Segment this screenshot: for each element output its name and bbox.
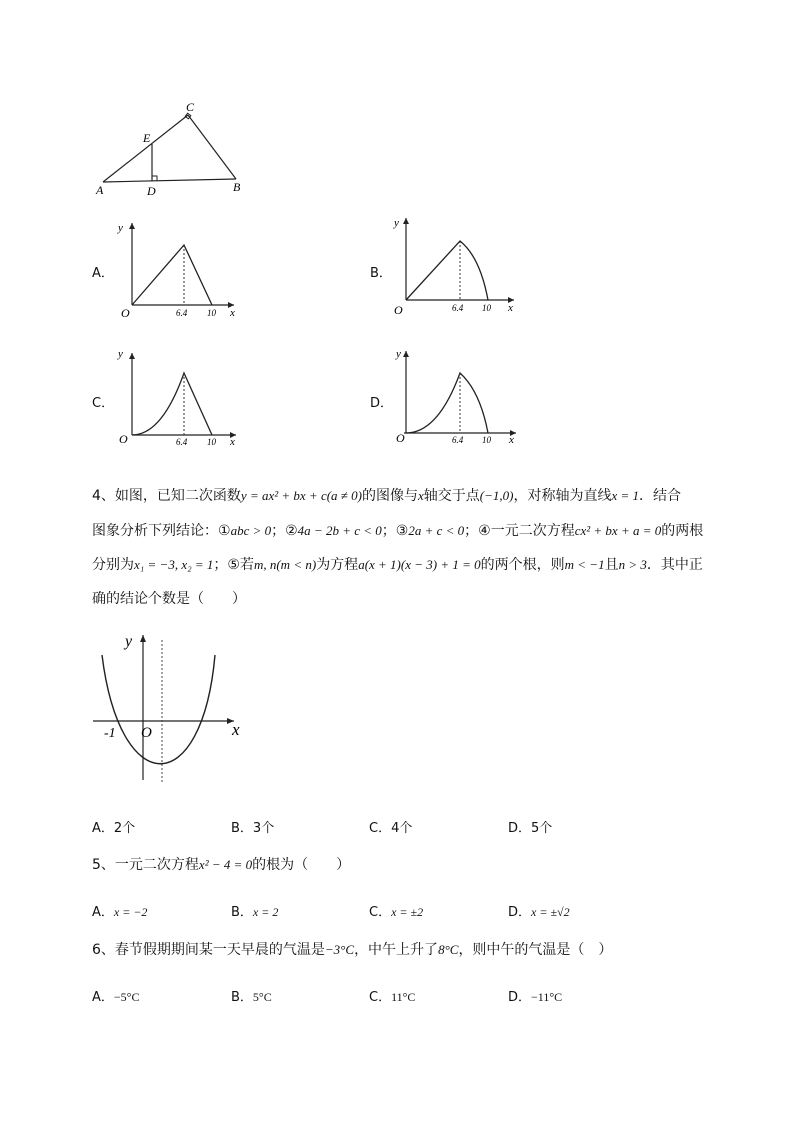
origin-label: O	[121, 306, 130, 320]
y-axis-arrow	[129, 353, 135, 359]
q5-option-d[interactable]: D．x = ±√2	[508, 905, 570, 920]
q4-option-d[interactable]: D．5个	[508, 821, 553, 836]
tick-10: 10	[207, 437, 216, 447]
function-curve	[406, 373, 488, 433]
parabola-graph	[90, 630, 260, 790]
tick-10: 10	[207, 308, 216, 318]
q5-option-b[interactable]: B．x = 2	[231, 905, 279, 920]
label-a: A	[96, 183, 104, 197]
y-axis-arrow	[140, 635, 146, 642]
q4-line-4: 确的结论个数是（ ）	[92, 591, 246, 607]
q5-option-c[interactable]: C．x = ±2	[369, 905, 424, 920]
segment-ac	[103, 115, 188, 182]
x-label: x	[509, 434, 514, 446]
function-curve	[132, 373, 212, 435]
label-c: C	[186, 100, 195, 114]
parabola-curve	[102, 655, 215, 764]
q5-option-a[interactable]: A．x = −2	[92, 905, 148, 920]
label-e: E	[143, 131, 151, 145]
y-axis-arrow	[403, 218, 409, 224]
option-c-label[interactable]: C．	[92, 396, 115, 411]
function-curve	[132, 245, 212, 305]
y-label: y	[125, 633, 133, 650]
q6-stem: 6、春节假期期间某一天早晨的气温是−3°C，中午上升了8°C，则中午的气温是（ ）	[92, 942, 613, 958]
x-label: x	[230, 307, 235, 319]
option-b-label[interactable]: B．	[370, 266, 392, 281]
triangle-figure	[90, 98, 250, 198]
q4-option-b[interactable]: B．3个	[231, 821, 275, 836]
tick-10: 10	[482, 435, 491, 445]
q6-option-d[interactable]: D．−11°C	[508, 990, 563, 1005]
q4-option-c[interactable]: C．4个	[369, 821, 413, 836]
tick-10: 10	[482, 303, 491, 313]
q6-option-b[interactable]: B．5°C	[231, 990, 272, 1005]
option-d-graph	[386, 343, 521, 451]
neg-one-label: -1	[104, 726, 116, 741]
x-label: x	[508, 302, 513, 314]
label-d: D	[147, 184, 156, 198]
y-axis-arrow	[129, 223, 135, 229]
q4-line-3: 分别为x₁ = −3, x₂ = 1；⑤若m, n(m < n)为方程a(x + 1)(x − 3) + 1 = 0的两个根，则m < −1且n > 3．其中正	[92, 557, 703, 573]
origin-label: O	[141, 725, 152, 741]
option-a-graph	[112, 215, 247, 320]
q4-option-a[interactable]: A．2个	[92, 821, 136, 836]
x-label: x	[232, 720, 240, 739]
y-axis-arrow	[403, 351, 409, 357]
tick-6-4: 6.4	[452, 303, 464, 313]
segment-ab	[103, 179, 236, 182]
q4-line-1: 4、如图，已知二次函数y = ax² + bx + c(a ≠ 0)的图像与x轴交于点(−1,0)，对称轴为直线x = 1．结合	[92, 488, 682, 504]
q4-line-2: 图象分析下列结论：①abc > 0；②4a − 2b + c < 0；③2a + c < 0；④一元二次方程cx² + bx + a = 0的两根	[92, 523, 704, 539]
option-a-label[interactable]: A．	[92, 266, 114, 281]
q6-option-c[interactable]: C．11°C	[369, 990, 416, 1005]
option-b-graph	[386, 212, 521, 320]
origin-label: O	[394, 303, 403, 317]
origin-label: O	[396, 431, 405, 445]
x-label: x	[230, 436, 235, 448]
y-label: y	[396, 348, 401, 360]
q6-option-a[interactable]: A．−5°C	[92, 990, 140, 1005]
y-label: y	[394, 217, 399, 229]
function-curve	[406, 241, 488, 300]
tick-6-4: 6.4	[452, 435, 464, 445]
tick-6-4: 6.4	[176, 308, 188, 318]
tick-6-4: 6.4	[176, 437, 188, 447]
origin-label: O	[119, 432, 128, 446]
segment-cb	[188, 115, 236, 179]
label-b: B	[233, 180, 241, 194]
option-c-graph	[112, 343, 247, 451]
q5-stem: 5、一元二次方程x² − 4 = 0的根为（ ）	[92, 857, 351, 873]
y-label: y	[118, 222, 123, 234]
option-d-label[interactable]: D．	[370, 396, 394, 411]
y-label: y	[118, 348, 123, 360]
